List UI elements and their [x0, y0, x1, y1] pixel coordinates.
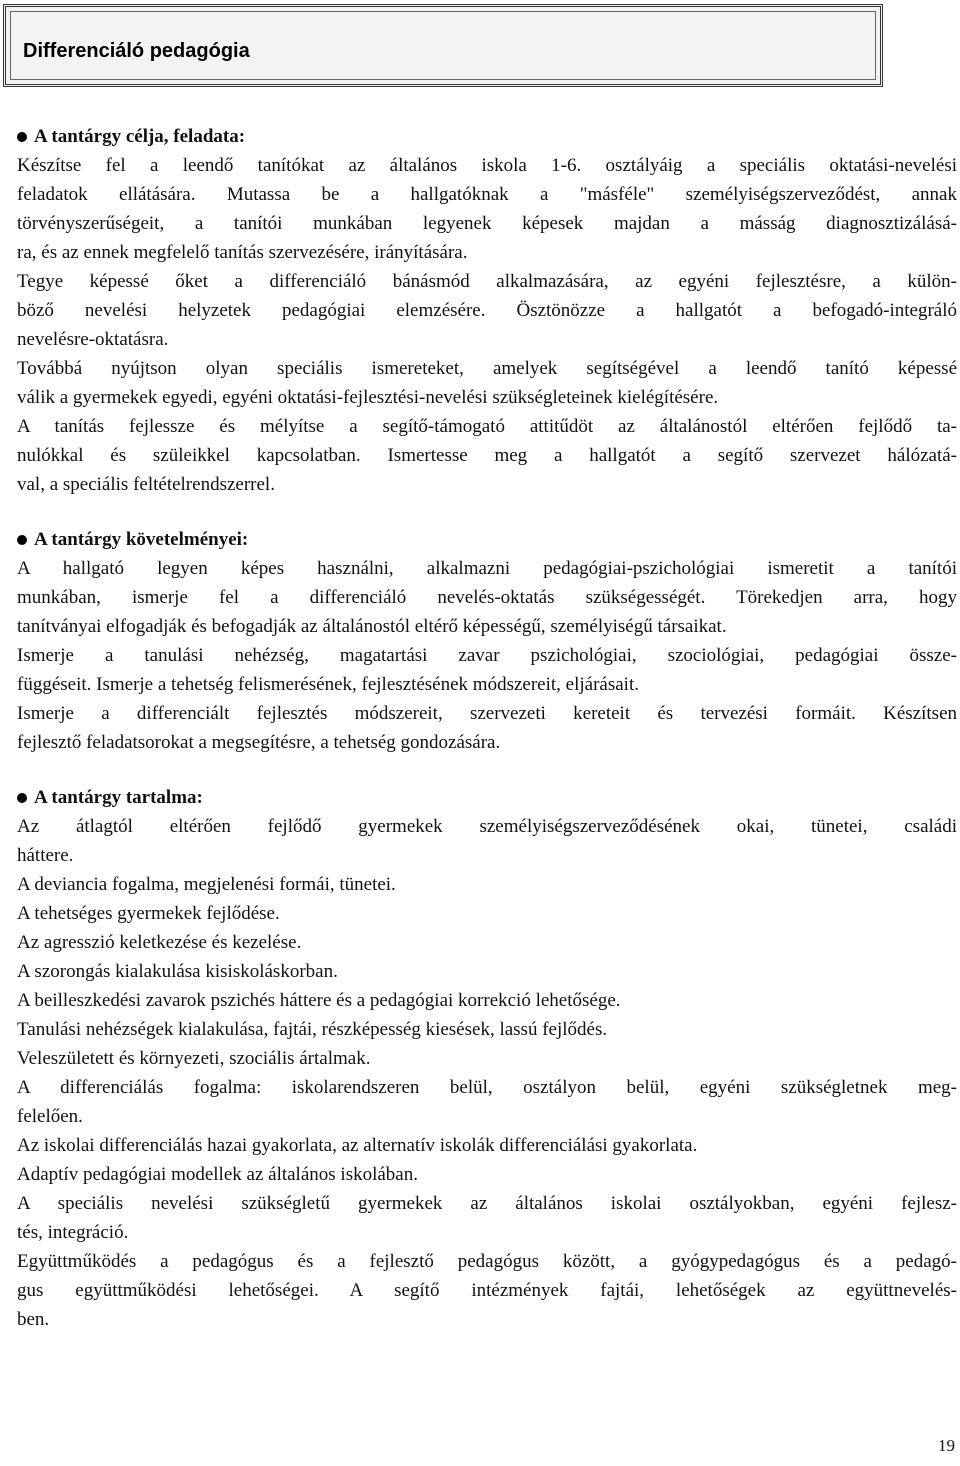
section-aim: [17, 122, 957, 499]
text-line: Tegye képessé őket a differenciáló bánásmód alkalmazására, az egyéni fejlesztésre, a külön-: [17, 271, 957, 292]
text-line: felelően.: [17, 1106, 83, 1127]
section-heading-text: A tantárgy követelményei:: [34, 529, 249, 550]
text-line: ra, és az ennek megfelelő tanítás szervezésére, irányítására.: [17, 242, 468, 263]
text-line: A speciális nevelési szükségletű gyermekek az általános iskolai osztályokban, egyéni fejlesz-: [17, 1193, 957, 1214]
text-line: A differenciálás fogalma: iskolarendszeren belül, osztályon belül, egyéni szükségletnek meg-: [17, 1077, 957, 1098]
text-line: Ismerje a tanulási nehézség, magatartási zavar pszichológiai, szociológiai, pedagógiai össze-: [17, 645, 957, 666]
text-line: feladatok ellátására. Mutassa be a hallgatóknak a "másféle" személyiségszerveződést, annak: [17, 184, 957, 205]
document-title: Differenciáló pedagógia: [23, 40, 250, 62]
section-content: [17, 783, 957, 1334]
document-body: [17, 122, 957, 1360]
text-line: munkában, ismerje fel a differenciáló nevelés-oktatás szükségességét. Törekedjen arra, hogy: [17, 587, 957, 608]
text-line: Tanulási nehézségek kialakulása, fajtái, részképesség kiesések, lassú fejlődés.: [17, 1019, 608, 1040]
text-line: A deviancia fogalma, megjelenési formái, tünetei.: [17, 874, 396, 895]
text-line: Továbbá nyújtson olyan speciális ismereteket, amelyek segítségével a leendő tanító képessé: [17, 358, 957, 379]
text-line: Az agresszió keletkezése és kezelése.: [17, 932, 302, 953]
bullet-icon: [17, 793, 27, 803]
text-line: A tehetséges gyermekek fejlődése.: [17, 903, 280, 924]
text-line: nulókkal és szüleikkel kapcsolatban. Ismertesse meg a hallgatót a segítő szervezet hálózatá-: [17, 445, 957, 466]
text-line: nevelésre-oktatásra.: [17, 329, 169, 350]
text-line: Ismerje a differenciált fejlesztés módszereit, szervezeti kereteit és tervezési formáit. Készítsen: [17, 703, 957, 724]
text-line: Az átlagtól eltérően fejlődő gyermekek személyiségszerveződésének okai, tünetei, családi: [17, 816, 957, 837]
section-heading-text: A tantárgy célja, feladata:: [34, 126, 246, 147]
section-paragraph: [17, 554, 957, 757]
section-requirements: [17, 525, 957, 757]
bullet-icon: [17, 132, 27, 142]
section-paragraph: [17, 151, 957, 499]
title-box-inner: [10, 11, 876, 80]
section-heading: [17, 122, 957, 151]
text-line: böző nevelési helyzetek pedagógiai elemzésére. Ösztönözze a hallgatót a befogadó-integráló: [17, 300, 957, 321]
title-box: [3, 4, 883, 87]
text-line: ben.: [17, 1309, 50, 1330]
text-line: Együttműködés a pedagógus és a fejlesztő pedagógus között, a gyógypedagógus és a pedagó-: [17, 1251, 957, 1272]
section-heading: [17, 525, 957, 554]
section-heading: [17, 783, 957, 812]
text-line: válik a gyermekek egyedi, egyéni oktatási-fejlesztési-nevelési szükségleteinek kielégítésére.: [17, 387, 719, 408]
text-line: A hallgató legyen képes használni, alkalmazni pedagógiai-pszichológiai ismeretit a tanítói: [17, 558, 957, 579]
text-line: Az iskolai differenciálás hazai gyakorlata, az alternatív iskolák differenciálási gyakorlata.: [17, 1135, 698, 1156]
section-paragraph: [17, 812, 957, 1334]
text-line: gus együttműködési lehetőségei. A segítő intézmények fajtái, lehetőségek az együttnevelés-: [17, 1280, 957, 1301]
section-heading-text: A tantárgy tartalma:: [34, 787, 203, 808]
text-line: A tanítás fejlessze és mélyítse a segítő-támogató attitűdöt az általánostól eltérően fejlődő ta-: [17, 416, 957, 437]
text-line: val, a speciális feltételrendszerrel.: [17, 474, 275, 495]
text-line: háttere.: [17, 845, 74, 866]
text-line: függéseit. Ismerje a tehetség felismerésének, fejlesztésének módszereit, eljárásait.: [17, 674, 639, 695]
text-line: tanítványai elfogadják és befogadják az általánostól eltérő képességű, személyiségű társaikat.: [17, 616, 727, 637]
text-line: Készítse fel a leendő tanítókat az általános iskola 1-6. osztályáig a speciális oktatási-nevelési: [17, 155, 957, 176]
text-line: Adaptív pedagógiai modellek az általános iskolában.: [17, 1164, 418, 1185]
text-line: fejlesztő feladatsorokat a megsegítésre, a tehetség gondozására.: [17, 732, 501, 753]
page-number: 19: [938, 1436, 955, 1455]
text-line: A szorongás kialakulása kisiskoláskorban.: [17, 961, 338, 982]
text-line: Veleszületett és környezeti, szociális ártalmak.: [17, 1048, 371, 1069]
bullet-icon: [17, 535, 27, 545]
text-line: törvényszerűségeit, a tanítói munkában legyenek képesek majdan a másság diagnosztizálásá-: [17, 213, 957, 234]
text-line: A beilleszkedési zavarok pszichés háttere és a pedagógiai korrekció lehetősége.: [17, 990, 621, 1011]
text-line: tés, integráció.: [17, 1222, 129, 1243]
